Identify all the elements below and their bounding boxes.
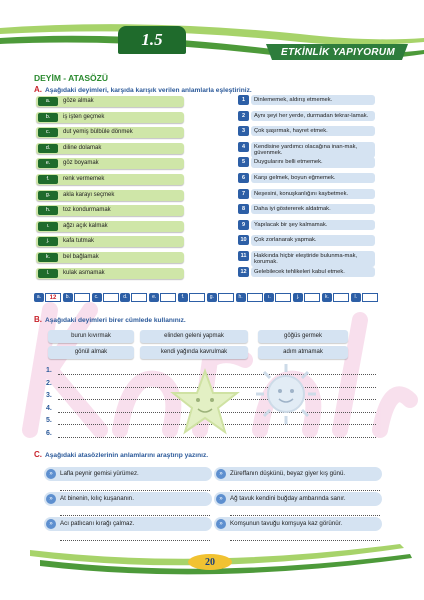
question-a: [34, 85, 252, 94]
idiom-text: ağzı açık kalmak: [63, 222, 108, 229]
meaning-text: Duygularını belli etmemek.: [251, 157, 375, 167]
idiom-chip: elinden geleni yapmak: [140, 330, 248, 343]
proverb-text: Komşunun tavuğu komşuya kaz görünür.: [230, 520, 343, 527]
proverb-card: [44, 467, 212, 495]
question-b-text: Aşağıdaki deyimleri birer cümlede kullanınız.: [45, 317, 186, 324]
meaning-text: Çok zorlanarak yapmak.: [251, 235, 375, 245]
idiom-text: diline dolamak: [63, 144, 102, 151]
idiom-text: kulak asmamak: [63, 269, 105, 276]
double-arrow-icon: »: [46, 519, 56, 529]
meaning-text: Aynı şeyi her yerde, durmadan tekrar-lamak.: [251, 111, 375, 121]
footer-swoosh: [0, 530, 424, 580]
meaning-number: 7: [238, 189, 249, 199]
double-arrow-icon: »: [216, 494, 226, 504]
idiom-letter: l.: [38, 269, 58, 278]
line-number: 2.: [46, 379, 52, 387]
meaning-text: Gelebilecek tehlikeleri kabul etmek.: [251, 267, 375, 277]
idiom-chip: adım atmamak: [258, 346, 348, 359]
idiom-item: [36, 96, 184, 107]
proverb-text: Ağ tavuk kendini buğday ambarında sanır.: [230, 495, 346, 502]
idiom-letter: g.: [38, 191, 58, 200]
idiom-item: [36, 190, 184, 201]
smiling-star-icon: [170, 368, 240, 438]
idiom-letter: f.: [38, 175, 58, 184]
meaning-number: 8: [238, 204, 249, 214]
idiom-text: bel bağlamak: [63, 254, 99, 260]
proverb-text: At binenin, kılıç kuşananın.: [60, 495, 134, 502]
idiom-chip: burun kıvırmak: [48, 330, 134, 343]
question-a-letter: A.: [34, 85, 42, 94]
idiom-letter: ı.: [38, 222, 58, 231]
answer-box[interactable]: [189, 293, 205, 302]
answer-letter: a.: [34, 293, 44, 302]
answer-letter: d.: [120, 293, 130, 302]
activity-banner-title: ETKİNLİK YAPIYORUM: [281, 47, 395, 58]
answer-letter: e.: [149, 293, 159, 302]
unit-number-tab: 1.5: [118, 26, 186, 54]
idiom-item: [36, 268, 184, 279]
answer-dotted-line[interactable]: [230, 490, 380, 491]
meaning-text: Daha iyi göstererek aldatmak.: [251, 204, 375, 214]
answer-letter: b.: [63, 293, 73, 302]
double-arrow-icon: »: [216, 469, 226, 479]
answer-dotted-line[interactable]: [230, 515, 380, 516]
meaning-number: 1: [238, 95, 249, 105]
meaning-number: 4: [238, 142, 249, 152]
meaning-text: Karşı gelmek, boyun eğmemek.: [251, 173, 375, 183]
answer-box[interactable]: [74, 293, 90, 302]
idiom-text: toz kondurmamak: [63, 207, 111, 214]
header-banner: [0, 20, 424, 70]
idiom-letter: e.: [38, 159, 58, 168]
question-b: [34, 315, 186, 324]
double-arrow-icon: »: [216, 519, 226, 529]
answer-letter: l.: [351, 293, 361, 302]
meaning-number: 10: [238, 235, 249, 245]
answer-box[interactable]: [275, 293, 291, 302]
meaning-number: 9: [238, 220, 249, 230]
answer-box[interactable]: [131, 293, 147, 302]
question-c-letter: C.: [34, 450, 42, 459]
answer-letter: h.: [236, 293, 246, 302]
idiom-item: [36, 236, 184, 247]
idiom-item: [36, 127, 184, 138]
idiom-item: [36, 143, 184, 154]
idiom-text: göz boyamak: [63, 160, 99, 167]
meaning-text: Neşesini, konuşkanlığını kaybetmek.: [251, 189, 375, 199]
idiom-item: [36, 158, 184, 169]
line-number: 1.: [46, 367, 52, 374]
idiom-text: göze almak: [63, 98, 94, 104]
idiom-chip: göğüs germek: [258, 330, 348, 343]
idiom-text: kafa tutmak: [63, 238, 95, 245]
double-arrow-icon: »: [46, 469, 56, 479]
answer-box[interactable]: 12: [45, 293, 61, 302]
answer-box[interactable]: [362, 293, 378, 302]
idiom-text: akla karayı seçmek: [63, 191, 115, 198]
proverb-text: Lafla peynir gemisi yürümez.: [60, 470, 139, 477]
idiom-chip: gönül almak: [48, 346, 134, 359]
smiling-sun-icon: [254, 362, 318, 426]
line-number: 3.: [46, 392, 52, 399]
answer-box[interactable]: [160, 293, 176, 302]
idiom-letter: d.: [38, 144, 58, 153]
meaning-number: 11: [238, 251, 249, 261]
idiom-letter: j.: [38, 237, 58, 246]
idiom-item: [36, 174, 184, 185]
meaning-number: 5: [238, 157, 249, 167]
answer-letter: k.: [322, 293, 332, 302]
line-number: 6.: [46, 429, 52, 437]
answer-box[interactable]: [103, 293, 119, 302]
answer-letter: ı.: [264, 293, 274, 302]
answer-letter: c.: [92, 293, 102, 302]
line-number: 5.: [46, 417, 52, 424]
double-arrow-icon: »: [46, 494, 56, 504]
answer-box[interactable]: [247, 293, 263, 302]
proverb-card: [214, 467, 382, 495]
answer-letter: j.: [293, 293, 303, 302]
answer-dotted-line[interactable]: [60, 490, 210, 491]
proverb-card: [44, 492, 212, 520]
idiom-letter: b.: [38, 113, 58, 122]
answer-box[interactable]: [304, 293, 320, 302]
proverb-text: Züreffanın düşkünü, beyaz giyer kış günü.: [230, 470, 346, 477]
question-c-text: Aşağıdaki atasözlerinin anlamlarını araştırıp yazınız.: [45, 452, 209, 459]
idiom-item: [36, 112, 184, 123]
line-number: 4.: [46, 404, 52, 412]
idiom-chip: kendi yağında kavrulmak: [140, 346, 248, 359]
question-a-text: Aşağıdaki deyimleri, karşıda karışık verilen anlamlarla eşleştiriniz.: [45, 87, 252, 94]
proverb-text: Acı patlıcanı kırağı çalmaz.: [60, 520, 135, 527]
idiom-item: [36, 205, 184, 216]
idiom-letter: h.: [38, 206, 58, 215]
idiom-letter: c.: [38, 128, 58, 137]
idiom-text: dut yemiş bülbüle dönmek: [63, 129, 133, 136]
answer-dotted-line[interactable]: [60, 515, 210, 516]
meaning-text: Çok şaşırmak, hayret etmek.: [251, 126, 375, 136]
meaning-text: Dinlememek, aldırış etmemek.: [251, 95, 375, 105]
question-c: [34, 450, 208, 459]
idiom-item: [36, 221, 184, 232]
answer-box[interactable]: [218, 293, 234, 302]
idiom-letter: k.: [38, 253, 58, 262]
meaning-number: 12: [238, 267, 249, 277]
idiom-item: [36, 252, 184, 263]
answer-box[interactable]: [333, 293, 349, 302]
meaning-text: Hakkında hiçbir eleştiride bulunma-mak, korumak.: [251, 251, 375, 267]
page-number: 20: [205, 557, 215, 568]
idiom-text: iş işten geçmek: [63, 113, 105, 120]
answer-letter: f.: [178, 293, 188, 302]
section-title: DEYİM - ATASÖZÜ: [34, 73, 108, 83]
proverb-card: [214, 492, 382, 520]
meaning-text: Kendisine yardımcı olacağına inan-mak, güvenmek.: [251, 142, 375, 158]
answer-letter: g.: [207, 293, 217, 302]
idiom-letter: a.: [38, 97, 58, 106]
meaning-number: 6: [238, 173, 249, 183]
meaning-text: Yapılacak bir şey kalmamak.: [251, 220, 375, 230]
idiom-text: renk vermemek: [63, 176, 105, 182]
meaning-number: 2: [238, 111, 249, 121]
question-b-letter: B.: [34, 315, 42, 324]
meaning-number: 3: [238, 126, 249, 136]
